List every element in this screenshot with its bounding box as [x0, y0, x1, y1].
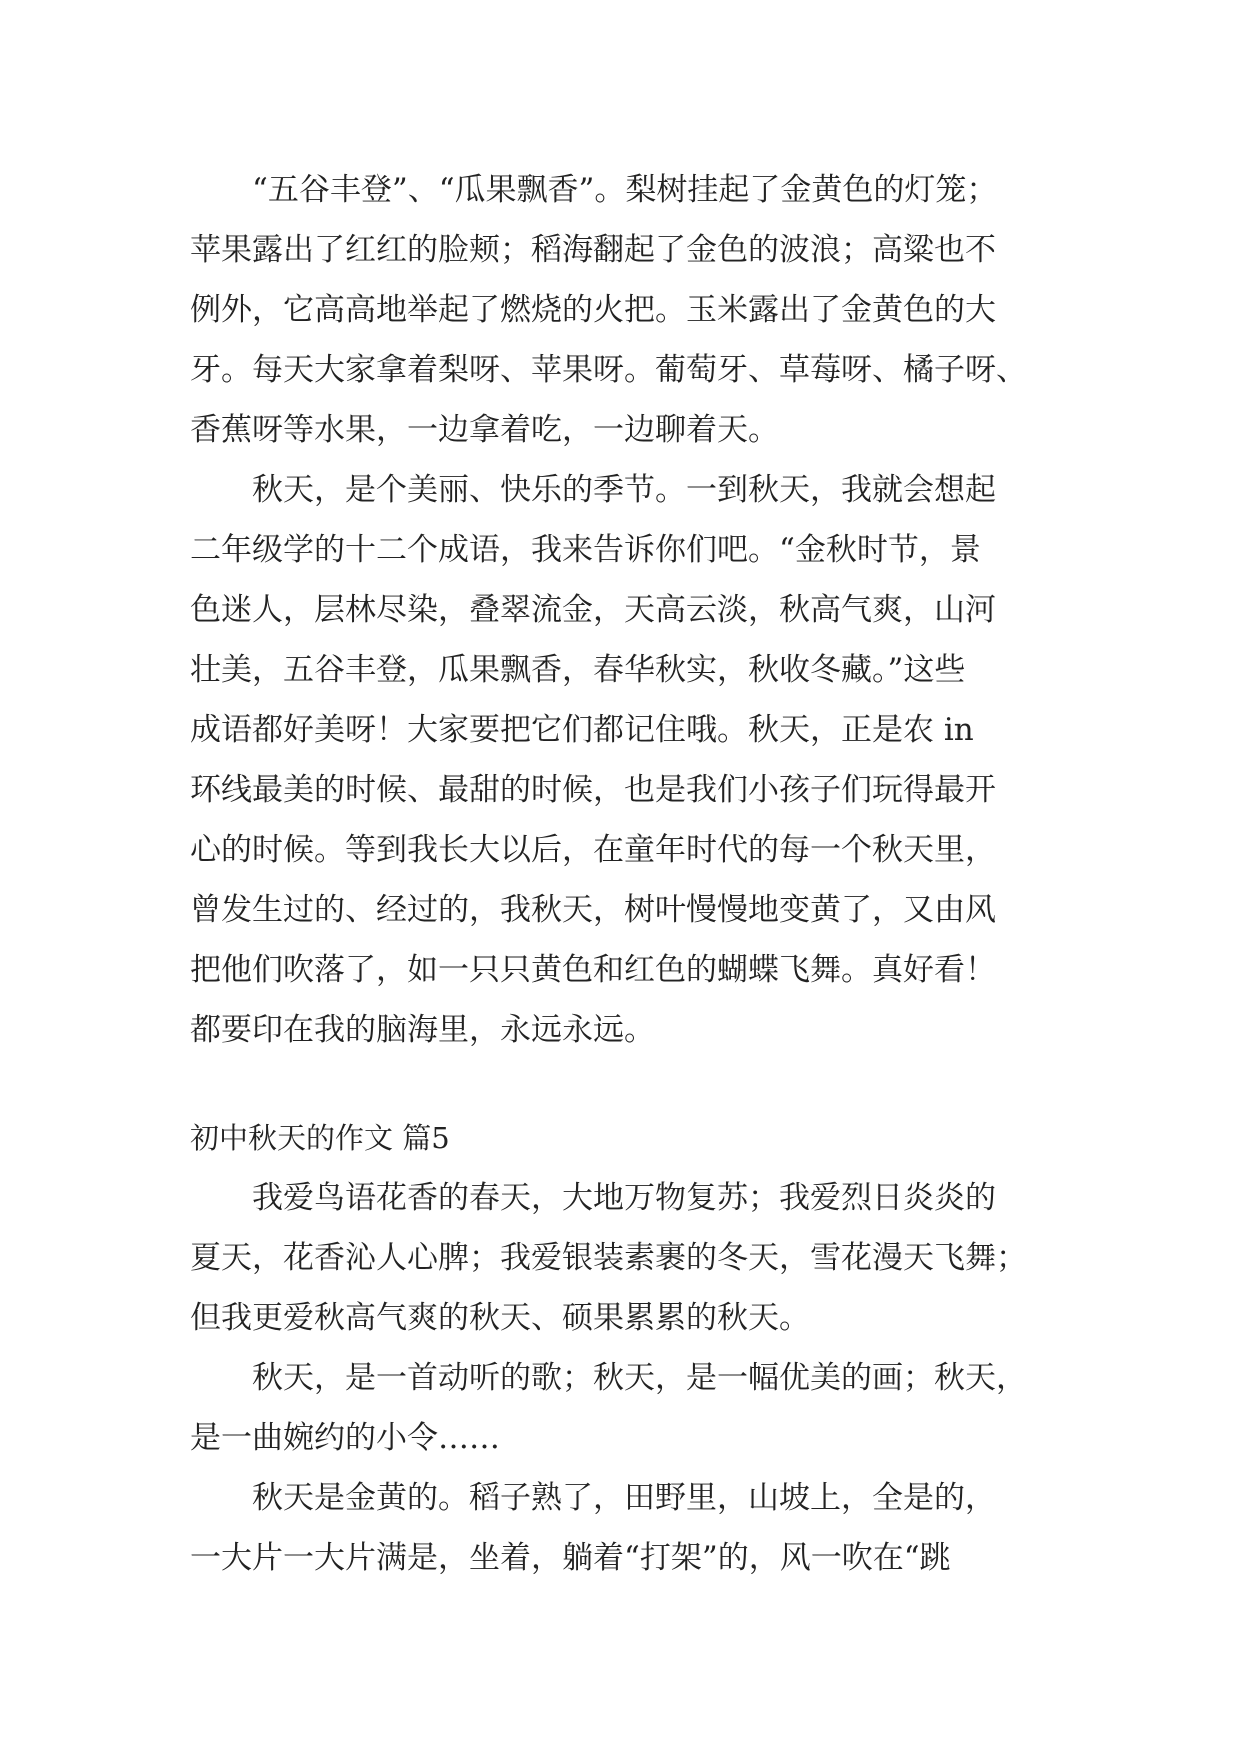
text-line: 心的时候。等到我长大以后，在童年时代的每一个秋天里， [190, 832, 996, 868]
text-line: 壮美，五谷丰登，瓜果飘香，春华秋实，秋收冬藏。”这些 [190, 652, 966, 688]
paragraph [190, 460, 1070, 1060]
text-line: 秋天是金黄的。稻子熟了，田野里，山坡上，全是的， [252, 1480, 996, 1516]
text-line: 秋天，是一首动听的歌；秋天，是一幅优美的画；秋天， [252, 1360, 1027, 1396]
text-line: 牙。每天大家拿着梨呀、苹果呀。葡萄牙、草莓呀、橘子呀、 [190, 352, 1027, 388]
text-line: 是一曲婉约的小令…… [190, 1420, 500, 1456]
text-line: 香蕉呀等水果，一边拿着吃，一边聊着天。 [190, 412, 779, 448]
section-spacer [190, 1060, 1070, 1108]
text-line: 我爱鸟语花香的春天，大地万物复苏；我爱烈日炎炎的 [252, 1180, 996, 1216]
text-line: 二年级学的十二个成语，我来告诉你们吧。“金秋时节，景 [190, 532, 981, 568]
paragraph [190, 1168, 1070, 1348]
section-heading: 初中秋天的作文 篇5 [190, 1121, 450, 1155]
text-line: 色迷人，层林尽染，叠翠流金，天高云淡，秋高气爽，山河 [190, 592, 996, 628]
text-line: 把他们吹落了，如一只只黄色和红色的蝴蝶飞舞。真好看！ [190, 952, 996, 988]
text-line: 成语都好美呀！大家要把它们都记住哦。秋天，正是农 in [190, 712, 974, 748]
text-line: “五谷丰登”、“瓜果飘香”。梨树挂起了金黄色的灯笼； [252, 172, 998, 208]
text-line: 夏天，花香沁人心脾；我爱银装素裹的冬天，雪花漫天飞舞； [190, 1240, 1027, 1276]
text-line: 环线最美的时候、最甜的时候，也是我们小孩子们玩得最开 [190, 772, 996, 808]
document-body [190, 160, 1070, 1588]
text-line: 例外，它高高地举起了燃烧的火把。玉米露出了金黄色的大 [190, 292, 996, 328]
text-line: 曾发生过的、经过的，我秋天，树叶慢慢地变黄了，又由风 [190, 892, 996, 928]
paragraph [190, 1468, 1070, 1588]
paragraph [190, 160, 1070, 460]
text-line: 苹果露出了红红的脸颊；稻海翻起了金色的波浪；高粱也不 [190, 232, 996, 268]
text-line: 秋天，是个美丽、快乐的季节。一到秋天，我就会想起 [252, 472, 996, 508]
text-line: 但我更爱秋高气爽的秋天、硕果累累的秋天。 [190, 1300, 810, 1336]
text-line: 一大片一大片满是，坐着，躺着“打架”的，风一吹在“跳 [190, 1540, 951, 1576]
text-line: 都要印在我的脑海里，永远永远。 [190, 1012, 655, 1048]
paragraph [190, 1348, 1070, 1468]
